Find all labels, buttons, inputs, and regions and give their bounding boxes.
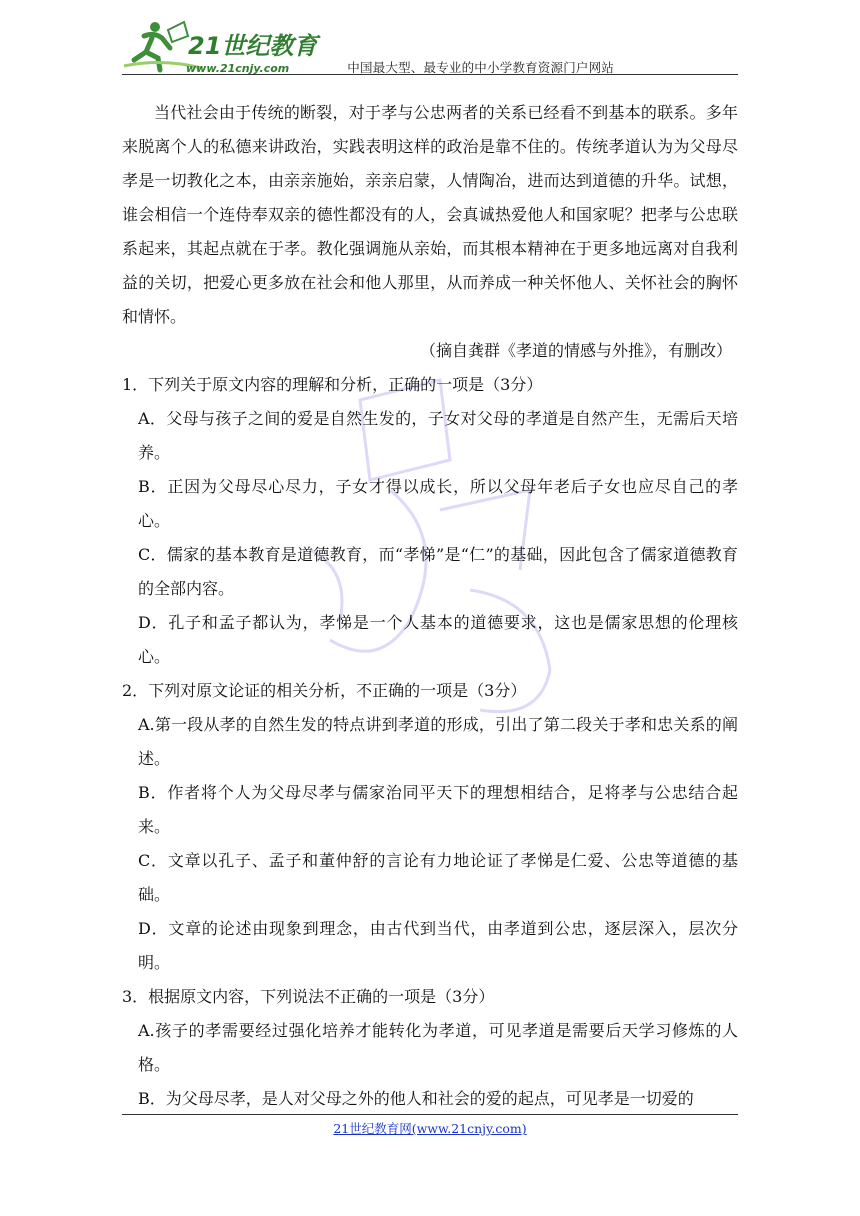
- question-stem: 1．下列关于原文内容的理解和分析，正确的一项是（3分）: [122, 375, 543, 394]
- option-d: D．孔子和孟子都认为，孝悌是一个人基本的道德要求，这也是儒家思想的伦理核心。: [138, 613, 738, 666]
- site-tagline: 中国最大型、最专业的中小学教育资源门户网站: [347, 60, 614, 75]
- footer-link[interactable]: 21世纪教育网(www.21cnjy.com): [333, 1121, 527, 1136]
- question-1: [122, 368, 738, 674]
- option-a: A．父母与孩子之间的爱是自然生发的，子女对父母的孝道是自然产生，无需后天培养。: [138, 409, 738, 462]
- footer-divider: [122, 1114, 738, 1115]
- question-stem: 2．下列对原文论证的相关分析，不正确的一项是（3分）: [122, 681, 527, 700]
- logo-url: www.21cnjy.com: [186, 62, 290, 75]
- option-b: B．正因为父母尽心尽力，子女才得以成长，所以父母年老后子女也应尽自己的孝心。: [138, 477, 738, 530]
- passage-source: （摘自龚群《孝道的情感与外推》，有删改）: [419, 341, 732, 360]
- question-3: [122, 980, 738, 1116]
- page-header: [122, 18, 738, 76]
- document-body: [122, 96, 738, 1116]
- option-a: A.第一段从孝的自然生发的特点讲到孝道的形成，引出了第二段关于孝和忠关系的阐述。: [138, 715, 738, 768]
- option-b: B．为父母尽孝，是人对父母之外的他人和社会的爱的起点，可见孝是一切爱的: [138, 1089, 694, 1108]
- logo-title: 21世纪教育: [188, 32, 318, 60]
- question-2: [122, 674, 738, 980]
- question-stem: 3．根据原文内容，下列说法不正确的一项是（3分）: [122, 987, 495, 1006]
- passage-paragraph: 当代社会由于传统的断裂，对于孝与公忠两者的关系已经看不到基本的联系。多年来脱离个人的私德来讲政治，实践表明这样的政治是靠不住的。传统孝道认为为父母尽孝是一切教化之本，由亲亲施始，亲亲启蒙，人情陶冶，进而达到道德的升华。试想，谁会相信一个连侍奉双亲的德性都没有的人，会真诚热爱他人和国家呢？把孝与公忠联系起来，其起点就在于孝。教化强调施从亲始，而其根本精神在于更多地远离对自我利益的关切，把爱心更多放在社会和他人那里，从而养成一种关怀他人、关怀社会的胸怀和情怀。: [122, 103, 738, 326]
- site-logo: [122, 18, 332, 76]
- option-b: B．作者将个人为父母尽孝与儒家治同平天下的理想相结合，足将孝与公忠结合起来。: [138, 783, 738, 836]
- option-d: D．文章的论述由现象到理念，由古代到当代，由孝道到公忠，逐层深入，层次分明。: [138, 919, 738, 972]
- header-divider: [122, 74, 738, 75]
- option-c: C．文章以孔子、孟子和董仲舒的言论有力地论证了孝悌是仁爱、公忠等道德的基础。: [138, 851, 738, 904]
- option-a: A.孩子的孝需要经过强化培养才能转化为孝道，可见孝道是需要后天学习修炼的人格。: [138, 1021, 738, 1074]
- option-c: C．儒家的基本教育是道德教育，而“孝悌”是“仁”的基础，因此包含了儒家道德教育的全部内容。: [138, 545, 738, 598]
- page-footer: [0, 1119, 860, 1137]
